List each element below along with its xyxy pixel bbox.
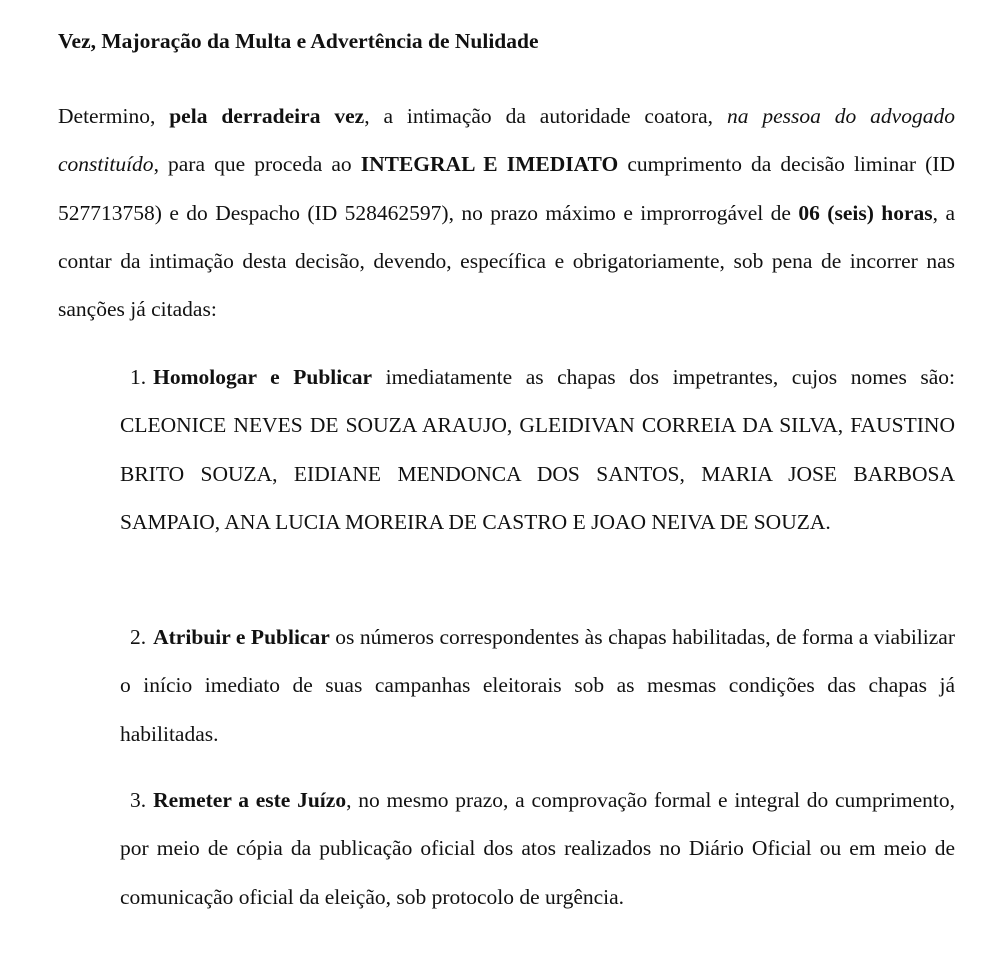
section-heading: Vez, Majoração da Multa e Advertência de Nulidade — [58, 29, 539, 53]
intro-text-1: Determino, — [58, 104, 170, 128]
list-item-homologate — [120, 353, 955, 546]
list-item-bold-action: Remeter a este Juízo — [153, 788, 347, 812]
intro-text-4: cumprimento da decisão liminar (ID 527713758) e do Despacho (ID 528462597), no prazo máximo e improrrogável de — [58, 152, 955, 225]
intro-italic-attorney: na pessoa do advogado constituído — [58, 104, 955, 177]
intro-bold-deadline: 06 (seis) horas — [798, 200, 933, 225]
list-item-text: imediatamente as chapas dos impetrantes, cujos nomes são: CLEONICE NEVES DE SOUZA ARAUJO, GLEIDIVAN CORREIA DA SILVA, FAUSTINO BRITO SOUZA, EIDIANE MENDONCA DOS SANTOS, MARIA JOSE BARBOSA SAMPAIO, ANA LUCIA MOREIRA DE CASTRO E JOAO NEIVA DE SOUZA. — [120, 365, 955, 534]
intro-text-3: , para que proceda ao — [153, 152, 361, 177]
intro-bold-final-time: pela derradeira vez — [169, 104, 365, 128]
list-item-number: 3. — [130, 788, 147, 812]
list-item-text: , no mesmo prazo, a comprovação formal e integral do cumprimento, por meio de cópia da publicação oficial dos atos realizados no Diário Oficial ou em meio de comunicação oficial da eleição, sob protocolo de urgência. — [120, 788, 955, 909]
intro-bold-integral-immediate: INTEGRAL E IMEDIATO — [360, 152, 619, 177]
list-item-text: os números correspondentes às chapas habilitadas, de forma a viabilizar o início imediato de suas campanhas eleitorais sob as mesmas condições das chapas já habilitadas. — [120, 625, 955, 746]
intro-paragraph — [58, 92, 955, 333]
intro-text-2: , a intimação da autoridade coatora, — [364, 104, 727, 128]
list-item-bold-action: Homologar e Publicar — [153, 365, 373, 389]
list-item-send-proof — [120, 776, 955, 921]
intro-text-5: , a contar da intimação desta decisão, devendo, específica e obrigatoriamente, sob pena de incorrer nas sanções já citadas: — [58, 200, 956, 322]
list-item-number: 2. — [130, 625, 147, 649]
list-item-number: 1. — [130, 365, 147, 389]
list-item-bold-action: Atribuir e Publicar — [153, 625, 330, 649]
list-item-assign-numbers — [120, 613, 955, 758]
